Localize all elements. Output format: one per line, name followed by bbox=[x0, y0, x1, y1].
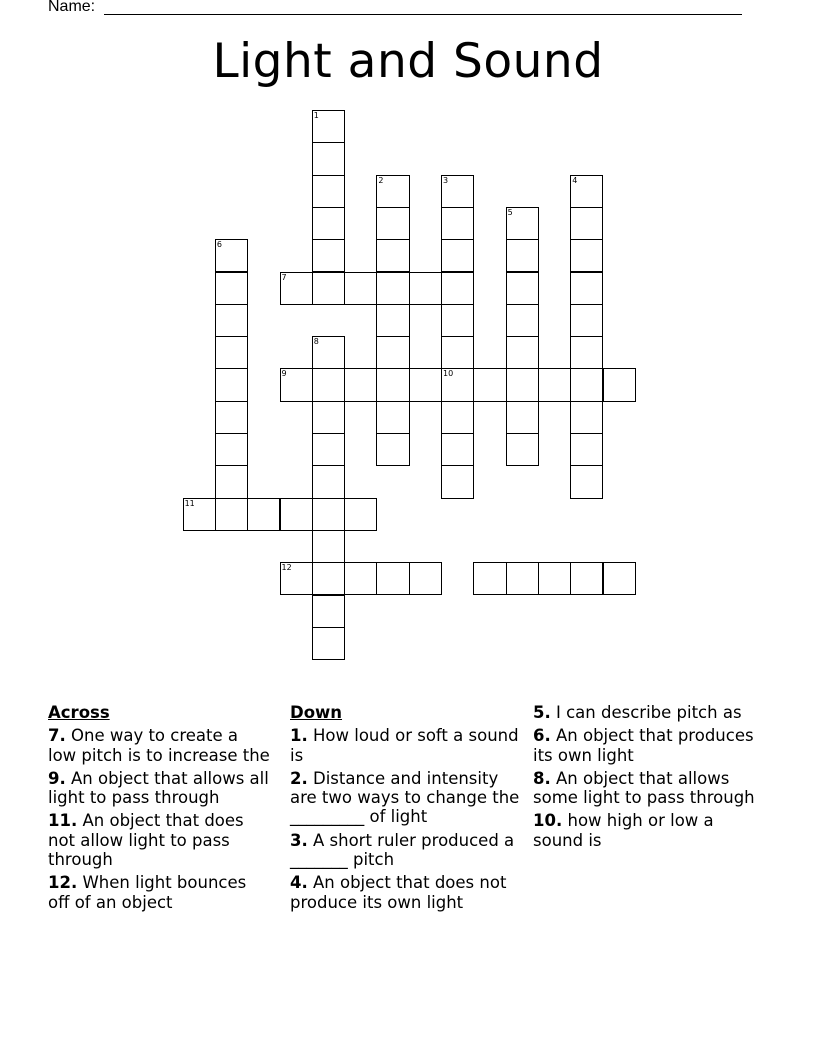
across-heading: Across bbox=[48, 703, 110, 722]
clue-item: 1. How loud or soft a sound is bbox=[290, 726, 519, 765]
crossword-cell[interactable] bbox=[441, 336, 474, 369]
clue-item: 6. An object that produces its own light bbox=[533, 726, 754, 765]
crossword-cell[interactable] bbox=[570, 175, 603, 208]
down-heading: Down bbox=[290, 703, 343, 722]
crossword-cell[interactable] bbox=[376, 175, 409, 208]
crossword-cell[interactable] bbox=[280, 272, 313, 305]
page-title: Light and Sound bbox=[212, 34, 604, 89]
crossword-cell[interactable] bbox=[409, 562, 442, 595]
crossword-cell[interactable] bbox=[312, 401, 345, 434]
crossword-cell[interactable] bbox=[312, 498, 345, 531]
crossword-cell[interactable] bbox=[570, 465, 603, 498]
crossword-cell[interactable] bbox=[603, 368, 636, 401]
crossword-cell[interactable] bbox=[344, 368, 377, 401]
crossword-cell[interactable] bbox=[441, 207, 474, 240]
crossword-cell[interactable] bbox=[215, 498, 248, 531]
clue-number: 6 bbox=[216, 240, 222, 250]
crossword-cell[interactable] bbox=[312, 207, 345, 240]
crossword-cell[interactable] bbox=[506, 336, 539, 369]
clue-item: 11. An object that does not allow light to pass through bbox=[48, 811, 244, 870]
crossword-cell[interactable] bbox=[215, 433, 248, 466]
crossword-cell[interactable] bbox=[441, 433, 474, 466]
crossword-cell[interactable] bbox=[376, 336, 409, 369]
crossword-cell[interactable] bbox=[312, 142, 345, 175]
down-column-continued bbox=[533, 703, 765, 854]
crossword-cell[interactable] bbox=[376, 239, 409, 272]
clue-number: 2 bbox=[378, 175, 384, 185]
crossword-cell[interactable] bbox=[215, 336, 248, 369]
crossword-cell[interactable] bbox=[570, 272, 603, 305]
crossword-cell[interactable] bbox=[538, 368, 571, 401]
crossword-cell[interactable] bbox=[409, 368, 442, 401]
clue-number: 10 bbox=[443, 369, 454, 379]
crossword-cell[interactable] bbox=[312, 368, 345, 401]
clue-number: 4 bbox=[572, 175, 578, 185]
crossword-cell[interactable] bbox=[312, 239, 345, 272]
clue-number: 7 bbox=[281, 272, 287, 282]
crossword-cell[interactable] bbox=[506, 433, 539, 466]
crossword-cell[interactable] bbox=[312, 530, 345, 563]
crossword-cell[interactable] bbox=[441, 304, 474, 337]
crossword-cell[interactable] bbox=[570, 401, 603, 434]
crossword-cell[interactable] bbox=[570, 304, 603, 337]
clue-item: 12. When light bounces off of an object bbox=[48, 873, 247, 912]
clue-item: 4. An object that does not produce its own light bbox=[290, 873, 507, 912]
clue-item: 2. Distance and intensity are two ways to change the _________ of light bbox=[290, 768, 520, 827]
crossword-cell[interactable] bbox=[506, 304, 539, 337]
clue-number: 1 bbox=[313, 111, 319, 120]
crossword-cell[interactable] bbox=[441, 175, 474, 208]
crossword-cell[interactable] bbox=[215, 239, 248, 272]
crossword-cell[interactable] bbox=[215, 368, 248, 401]
clue-number: 8 bbox=[313, 337, 319, 347]
crossword-cell[interactable] bbox=[409, 272, 442, 305]
crossword-cell[interactable] bbox=[344, 498, 377, 531]
crossword-cell[interactable] bbox=[312, 433, 345, 466]
crossword-cell[interactable] bbox=[312, 272, 345, 305]
crossword-cell[interactable] bbox=[570, 368, 603, 401]
clue-number: 11 bbox=[184, 498, 195, 508]
crossword-cell[interactable] bbox=[376, 562, 409, 595]
crossword-cell[interactable] bbox=[312, 595, 345, 628]
clue-item: 9. An object that allows all light to pass through bbox=[48, 768, 269, 808]
clue-item: 10. how high or low a sound is bbox=[533, 811, 714, 850]
crossword-cell[interactable] bbox=[312, 175, 345, 208]
crossword-cell[interactable] bbox=[506, 207, 539, 240]
crossword-cell[interactable] bbox=[215, 465, 248, 498]
crossword-cell[interactable] bbox=[312, 336, 345, 369]
crossword-cell[interactable] bbox=[506, 368, 539, 401]
clue-number: 9 bbox=[281, 369, 287, 379]
crossword-cell[interactable] bbox=[570, 239, 603, 272]
crossword-cell[interactable] bbox=[506, 401, 539, 434]
across-column bbox=[48, 703, 270, 916]
crossword-cell[interactable] bbox=[376, 207, 409, 240]
crossword-cell[interactable] bbox=[441, 465, 474, 498]
crossword-cell[interactable] bbox=[183, 498, 216, 531]
crossword-cell[interactable] bbox=[312, 562, 345, 595]
crossword-cell[interactable] bbox=[376, 272, 409, 305]
crossword-cell[interactable] bbox=[344, 272, 377, 305]
crossword-cell[interactable] bbox=[570, 562, 603, 595]
crossword-cell[interactable] bbox=[312, 465, 345, 498]
crossword-cell[interactable] bbox=[376, 433, 409, 466]
crossword-cell[interactable] bbox=[280, 498, 313, 531]
crossword-cell[interactable] bbox=[312, 627, 345, 660]
crossword-cell[interactable] bbox=[441, 401, 474, 434]
clue-item: 8. An object that allows some light to pass through bbox=[533, 768, 755, 808]
crossword-cell[interactable] bbox=[215, 401, 248, 434]
crossword-cell[interactable] bbox=[441, 239, 474, 272]
crossword-cell[interactable] bbox=[441, 368, 474, 401]
clue-item: 7. One way to create a low pitch is to increase the bbox=[48, 726, 270, 765]
crossword-cell[interactable] bbox=[215, 272, 248, 305]
crossword-cell[interactable] bbox=[506, 272, 539, 305]
crossword-cell[interactable] bbox=[376, 368, 409, 401]
crossword-cell[interactable] bbox=[506, 239, 539, 272]
crossword-cell[interactable] bbox=[247, 498, 280, 531]
clue-number: 3 bbox=[443, 175, 449, 185]
crossword-cell[interactable] bbox=[473, 368, 506, 401]
crossword-cell[interactable] bbox=[506, 562, 539, 595]
crossword-cell[interactable] bbox=[280, 562, 313, 595]
clue-number: 12 bbox=[281, 563, 292, 573]
crossword-cell[interactable] bbox=[280, 368, 313, 401]
crossword-cell[interactable] bbox=[376, 401, 409, 434]
crossword-cell[interactable] bbox=[603, 562, 636, 595]
crossword-cell[interactable] bbox=[312, 110, 345, 143]
crossword-cell[interactable] bbox=[538, 562, 571, 595]
name-label: Name: bbox=[48, 0, 96, 15]
down-column bbox=[290, 703, 522, 916]
crossword-cell[interactable] bbox=[570, 207, 603, 240]
clue-item: 3. A short ruler produced a _______ pitch bbox=[290, 830, 515, 870]
crossword-cell[interactable] bbox=[570, 336, 603, 369]
crossword-cell[interactable] bbox=[344, 562, 377, 595]
crossword-cell[interactable] bbox=[215, 304, 248, 337]
crossword-cell[interactable] bbox=[376, 304, 409, 337]
clue-item: 5. I can describe pitch as bbox=[533, 703, 742, 722]
clue-number: 5 bbox=[507, 207, 513, 217]
crossword-cell[interactable] bbox=[570, 433, 603, 466]
crossword-cell[interactable] bbox=[473, 562, 506, 595]
crossword-cell[interactable] bbox=[441, 272, 474, 305]
